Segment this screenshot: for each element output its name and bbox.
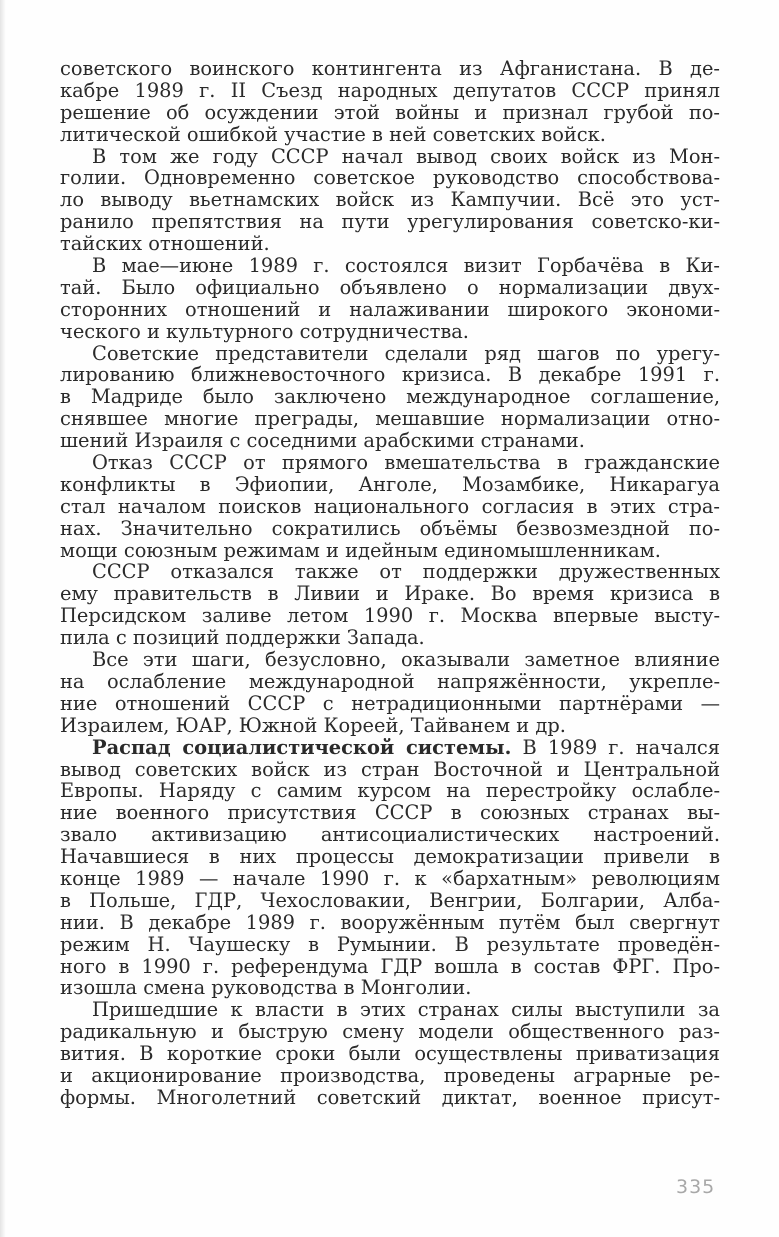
text-line: тай. Было официально объявлено о нормализации двух- — [60, 275, 720, 299]
text-line: изошла смена руководства в Монголии. — [60, 976, 472, 1000]
text-line: ло выводу вьетнамских войск из Кампучии. Всё это уст- — [60, 188, 720, 212]
text-line: Пришедшие к власти в этих странах силы выступили за — [92, 998, 720, 1022]
page-number: 335 — [676, 1176, 716, 1198]
paragraph — [60, 146, 720, 255]
text-line: СССР отказался также от поддержки дружественных — [92, 560, 720, 584]
text-line: вывод советских войск из стран Восточной и Центральной — [60, 757, 720, 781]
page-edge-shadow — [0, 0, 6, 1237]
text-line: тайских отношений. — [60, 232, 270, 256]
text-line: решение об осуждении этой войны и признал грубой по- — [60, 100, 720, 124]
text-line: Персидском заливе летом 1990 г. Москва впервые высту- — [60, 604, 720, 628]
text-line — [60, 737, 720, 759]
text-line: советского воинского контингента из Афганистана. В де- — [60, 57, 720, 80]
text-line: Европы. Наряду с самим курсом на перестройку ослабле- — [60, 779, 720, 803]
text-line: ного в 1990 г. референдума ГДР вошла в состав ФРГ. Про- — [60, 954, 720, 978]
paragraph — [60, 255, 720, 343]
section-heading: Распад социалистической системы. — [92, 735, 512, 759]
text-line: ранило препятствия на пути урегулирования советско-ки- — [60, 210, 720, 234]
text-line: конце 1989 — начале 1990 г. к «бархатным» революциям — [60, 866, 720, 890]
text-line: стал началом поисков национального согласия в этих стра- — [60, 494, 720, 518]
text-line: лированию ближневосточного кризиса. В декабре 1991 г. — [60, 363, 720, 387]
paragraph — [60, 737, 720, 1000]
text-line: шений Израиля с соседними арабскими странами. — [60, 429, 585, 453]
paragraph — [60, 999, 720, 1108]
text-line: ему правительств в Ливии и Ираке. Во время кризиса в — [60, 582, 720, 606]
text-line: мощи союзным режимам и идейным единомышленникам. — [60, 538, 661, 562]
text-line: и акционирование производства, проведены аграрные ре- — [60, 1063, 720, 1087]
text-line: в Польше, ГДР, Чехословакии, Венгрии, Болгарии, Алба- — [60, 888, 720, 912]
text-line: снявшее многие преграды, мешавшие нормализации отно- — [60, 407, 720, 431]
text-line: формы. Многолетний советский диктат, военное присут- — [60, 1085, 720, 1109]
text-line: звало активизацию антисоциалистических настроений. — [60, 823, 720, 847]
text-line: нах. Значительно сократились объёмы безвозмездной по- — [60, 516, 720, 540]
text-line: режим Н. Чаушеску в Румынии. В результате проведён- — [60, 932, 720, 956]
text-line: радикальную и быструю смену модели общественного раз- — [60, 1020, 720, 1044]
text-line: В мае—июне 1989 г. состоялся визит Горбачёва в Ки- — [92, 254, 720, 278]
text-line: нии. В декабре 1989 г. вооружённым путём был свергнут — [60, 910, 720, 934]
paragraph — [60, 452, 720, 561]
text-line: конфликты в Эфиопии, Анголе, Мозамбике, Никарагуа — [60, 472, 720, 496]
text-line: кабре 1989 г. II Съезд народных депутатов СССР принял — [60, 78, 720, 102]
text-line: ние отношений СССР с нетрадиционными партнёрами — — [60, 691, 720, 715]
text-line: ческого и культурного сотрудничества. — [60, 319, 469, 343]
text-line: в Мадриде было заключено международное соглашение, — [60, 385, 720, 409]
paragraph — [60, 343, 720, 452]
text-line: Отказ СССР от прямого вмешательства в гражданские — [92, 451, 720, 475]
text-line: голии. Одновременно советское руководство способствова- — [60, 166, 720, 190]
text-line: сторонних отношений и налаживании широкого экономи- — [60, 297, 720, 321]
text-line: на ослабление международной напряжённости, укрепле- — [60, 669, 720, 693]
text-line: Все эти шаги, безусловно, оказывали заметное влияние — [92, 648, 720, 672]
text-line: пила с позиций поддержки Запада. — [60, 626, 425, 650]
text-line: ние военного присутствия СССР в союзных странах вы- — [60, 801, 720, 825]
body-text — [60, 58, 720, 1109]
text-line: Советские представители сделали ряд шагов по урегу- — [92, 341, 720, 365]
text-line: Начавшиеся в них процессы демократизации привели в — [60, 845, 720, 869]
heading-continuation: В 1989 г. начался — [511, 735, 720, 759]
paragraph — [60, 561, 720, 649]
paragraph — [60, 649, 720, 737]
paragraph — [60, 58, 720, 146]
text-line: вития. В короткие сроки были осуществлены приватизация — [60, 1042, 720, 1066]
text-line: Израилем, ЮАР, Южной Кореей, Тайванем и др. — [60, 713, 566, 737]
text-line: В том же году СССР начал вывод своих войск из Мон- — [92, 144, 720, 168]
text-line: литической ошибкой участие в ней советских войск. — [60, 122, 606, 146]
